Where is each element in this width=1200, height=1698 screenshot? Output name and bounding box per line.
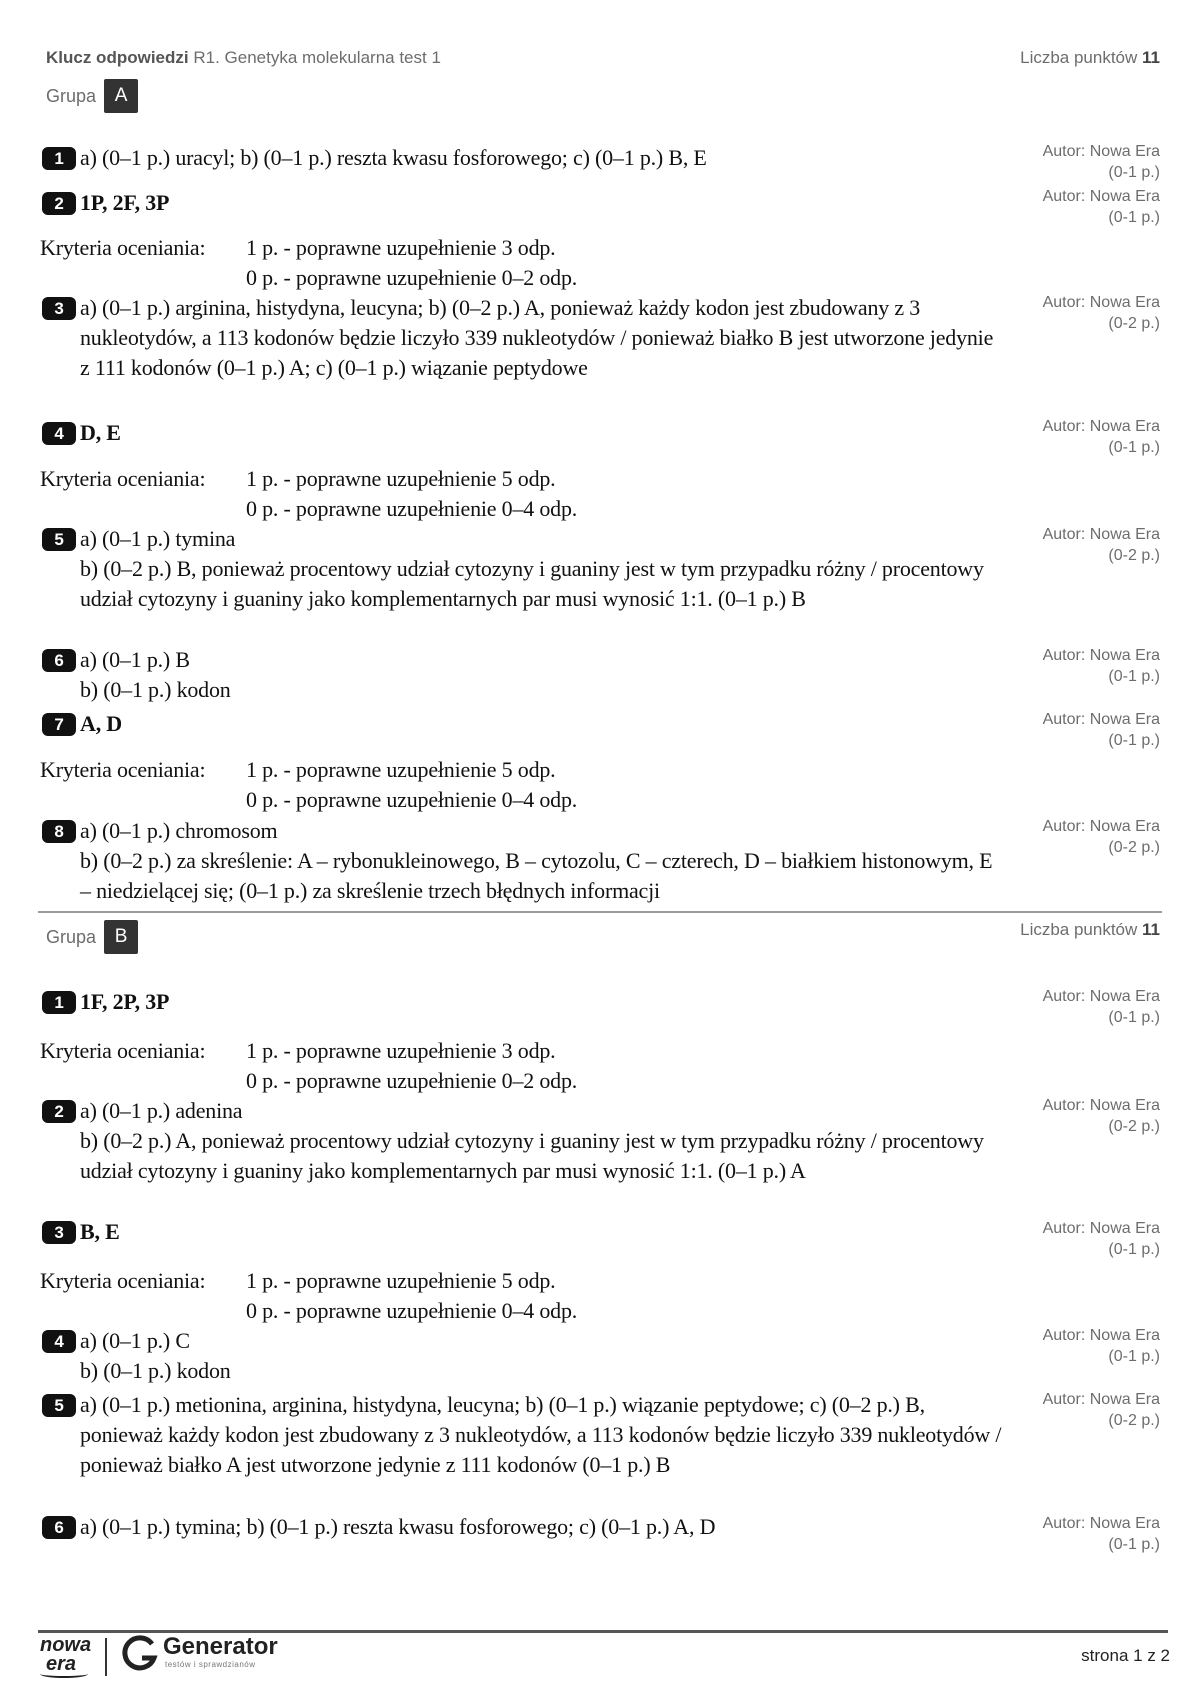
question-number-badge: 5 [42,1394,76,1417]
answer-line-b: b) (0–1 p.) kodon [80,677,231,702]
points-total: Liczba punktów 11 [1020,920,1160,939]
question-b-3 [42,1217,1002,1247]
question-meta: Autor: Nowa Era (0-1 p.) [1042,1220,1160,1258]
page-number: strona 1 z 2 [1081,1646,1170,1665]
nowa-era-logo: nowa era [40,1636,91,1678]
grading-criteria: Kryteria oceniania: 1 p. - poprawne uzupełnienie 5 odp. 0 p. - poprawne uzupełnienie 0–4 odp. [40,1268,578,1323]
question-a-8 [42,816,1002,906]
question-meta: Autor: Nowa Era (0-1 p.) [1042,711,1160,749]
question-meta: Autor: Nowa Era (0-1 p.) [1042,1327,1160,1365]
answer-text: a) (0–1 p.) tymina; b) (0–1 p.) reszta kwasu fosforowego; c) (0–1 p.) A, D [80,1514,716,1539]
grading-criteria: Kryteria oceniania: 1 p. - poprawne uzupełnienie 5 odp. 0 p. - poprawne uzupełnienie 0–4 odp. [40,466,578,521]
question-number-badge: 2 [42,1100,76,1123]
question-number-badge: 8 [42,820,76,843]
question-meta: Autor: Nowa Era (0-2 p.) [1042,818,1160,856]
question-b-6 [42,1512,1002,1542]
question-number-badge: 6 [42,649,76,672]
question-meta: Autor: Nowa Era (0-1 p.) [1042,647,1160,685]
logo-divider [105,1638,107,1676]
question-meta: Autor: Nowa Era (0-1 p.) [1042,188,1160,226]
generator-logo-subtitle: testów i sprawdzianów [165,1660,256,1669]
points-total: Liczba punktów 11 [1020,48,1160,67]
answer-line-b: b) (0–2 p.) za skreślenie: A – rybonukleinowego, B – cytozolu, C – czterech, D – białkiem histonowym, E – niedzielącej się; (0–1 p.) za skreślenie trzech błędnych informacji [80,848,993,903]
question-number-badge: 4 [42,422,76,445]
answer-text: B, E [80,1219,120,1244]
question-a-3 [42,293,1002,383]
question-number-badge: 1 [42,147,76,170]
answer-line-b: b) (0–1 p.) kodon [80,1358,231,1383]
answer-line-b: b) (0–2 p.) A, ponieważ procentowy udział cytozyny i guaniny jest w tym przypadku różny / procentowy udział cytozyny i guaniny jako komplementarnych par musi wynosić 1:1. (0–1 p.) A [80,1128,984,1183]
answer-text: D, E [80,420,121,445]
question-meta: Autor: Nowa Era (0-2 p.) [1042,526,1160,564]
answer-line-a: a) (0–1 p.) C [80,1328,190,1353]
question-meta: Autor: Nowa Era (0-2 p.) [1042,1097,1160,1135]
answer-line-b: b) (0–2 p.) B, ponieważ procentowy udział cytozyny i guaniny jest w tym przypadku różny / procentowy udział cytozyny i guaniny jako komplementarnych par musi wynosić 1:1. (0–1 p.) B [80,556,984,611]
answer-line-a: a) (0–1 p.) chromosom [80,818,278,843]
question-meta: Autor: Nowa Era (0-1 p.) [1042,988,1160,1026]
question-number-badge: 3 [42,297,76,320]
question-number-badge: 7 [42,713,76,736]
answer-line-a: a) (0–1 p.) B [80,647,190,672]
answer-text: a) (0–1 p.) metionina, arginina, histydyna, leucyna; b) (0–1 p.) wiązanie peptydowe; c) (0–2 p.) B, ponieważ każdy kodon jest zbudowany z 3 nukleotydów, a 113 kodonów będzie liczyło 339 nukleotydów / ponieważ białko A jest utworzone jedynie z 111 kodonów (0–1 p.) B [80,1392,1002,1477]
grading-criteria: Kryteria oceniania: 1 p. - poprawne uzupełnienie 3 odp. 0 p. - poprawne uzupełnienie 0–2 odp. [40,1038,578,1093]
document-title: Klucz odpowiedzi R1. Genetyka molekularna test 1 [46,48,441,67]
question-number-badge: 6 [42,1516,76,1539]
question-a-1 [42,143,1002,173]
question-b-2 [42,1096,1002,1186]
answer-text: 1P, 2F, 3P [80,190,170,215]
question-number-badge: 4 [42,1330,76,1353]
question-meta: Autor: Nowa Era (0-2 p.) [1042,1391,1160,1429]
question-meta: Autor: Nowa Era (0-1 p.) [1042,143,1160,181]
question-a-5 [42,524,1002,614]
group-a-label: Grupa A [46,79,138,113]
question-b-4 [42,1326,1002,1386]
grading-criteria: Kryteria oceniania: 1 p. - poprawne uzupełnienie 5 odp. 0 p. - poprawne uzupełnienie 0–4 odp. [40,757,578,812]
question-a-4 [42,418,1002,448]
question-number-badge: 1 [42,991,76,1014]
answer-line-a: a) (0–1 p.) tymina [80,526,236,551]
group-letter-badge: B [104,920,138,954]
question-a-6 [42,645,1002,705]
question-number-badge: 2 [42,192,76,215]
page-separator [38,911,1162,913]
question-meta: Autor: Nowa Era (0-1 p.) [1042,418,1160,456]
answer-text: a) (0–1 p.) arginina, histydyna, leucyna; b) (0–2 p.) A, ponieważ każdy kodon jest zbudowany z 3 nukleotydów, a 113 kodonów będzie liczyło 339 nukleotydów / ponieważ białko B jest utworzone jedynie z 111 kodonów (0–1 p.) A; c) (0–1 p.) wiązanie peptydowe [80,295,994,380]
question-meta: Autor: Nowa Era (0-1 p.) [1042,1515,1160,1553]
question-number-badge: 5 [42,528,76,551]
group-b-label: Grupa B [46,920,142,954]
answer-text: a) (0–1 p.) uracyl; b) (0–1 p.) reszta kwasu fosforowego; c) (0–1 p.) B, E [80,145,707,170]
group-letter-badge: A [104,79,138,113]
document-header [46,48,1160,68]
question-b-1 [42,987,1002,1017]
question-a-7 [42,709,1002,739]
question-number-badge: 3 [42,1221,76,1244]
grading-criteria: Kryteria oceniania: 1 p. - poprawne uzupełnienie 3 odp. 0 p. - poprawne uzupełnienie 0–2 odp. [40,235,578,290]
question-a-2 [42,188,1002,218]
answer-line-a: a) (0–1 p.) adenina [80,1098,243,1123]
generator-g-icon [120,1634,160,1674]
answer-text: 1F, 2P, 3P [80,989,170,1014]
question-meta: Autor: Nowa Era (0-2 p.) [1042,294,1160,332]
answer-text: A, D [80,711,122,736]
generator-logo-text: Generator [163,1633,278,1660]
question-b-5 [42,1390,1002,1480]
